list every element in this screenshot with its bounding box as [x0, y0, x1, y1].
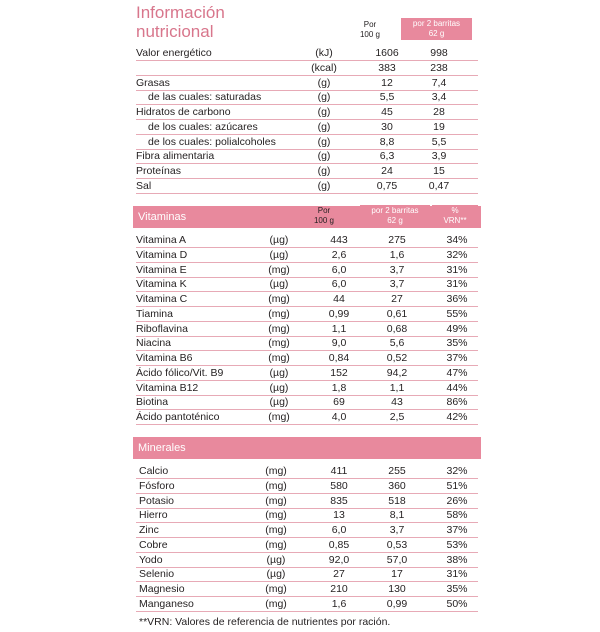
- col-header-text: VRN**: [443, 215, 467, 225]
- table-row: [136, 179, 478, 194]
- row-unit: (g): [317, 150, 331, 163]
- row-per100: 27: [333, 568, 345, 581]
- row-unit: (g): [317, 135, 331, 148]
- row-per100: 92,0: [328, 553, 350, 566]
- table-row: [136, 135, 478, 150]
- row-name: Ácido fólico/Vit. B9: [136, 366, 224, 379]
- row-portion: 1,6: [389, 248, 405, 261]
- row-unit: (mg): [265, 494, 287, 507]
- row-name: Hierro: [139, 509, 168, 522]
- row-per100: 0,75: [376, 179, 398, 192]
- table-row: [136, 248, 478, 263]
- table-row: [136, 277, 478, 292]
- row-portion: 15: [433, 165, 445, 177]
- row-portion: 518: [388, 494, 406, 507]
- row-unit: (mg): [268, 307, 290, 320]
- row-vrn: 38%: [446, 553, 468, 566]
- row-unit: (mg): [268, 263, 290, 276]
- vitamins-col-vrn: [432, 205, 478, 228]
- row-unit: (mg): [265, 509, 287, 522]
- row-name: Hidratos de carbono: [136, 106, 231, 118]
- row-name: Fibra alimentaria: [136, 150, 215, 163]
- row-portion: 0,68: [386, 322, 408, 335]
- row-portion: 8,1: [389, 509, 405, 522]
- row-per100: 6,3: [379, 150, 395, 163]
- table-row: [136, 395, 478, 410]
- table-row: [136, 90, 478, 105]
- row-vrn: 26%: [446, 494, 468, 507]
- row-vrn: 32%: [446, 248, 468, 261]
- col-header-text: Por: [317, 206, 331, 215]
- row-per100: 383: [378, 61, 396, 74]
- row-vrn: 50%: [446, 597, 468, 610]
- row-vrn: 55%: [446, 307, 468, 320]
- row-portion: 3,7: [389, 263, 405, 276]
- col-header-text: Por: [363, 20, 377, 29]
- col-header-text: 100 g: [359, 29, 381, 39]
- row-unit: (mg): [265, 538, 287, 551]
- row-name: de los cuales: azúcares: [148, 120, 258, 133]
- row-name: Vitamina B6: [136, 352, 193, 364]
- row-per100: 835: [330, 494, 348, 507]
- row-name: Vitamina E: [136, 263, 187, 276]
- row-name: Riboflavina: [136, 322, 188, 335]
- row-name: Fósforo: [139, 479, 175, 492]
- row-unit: (mg): [268, 337, 290, 350]
- row-per100: 2,6: [331, 248, 347, 261]
- row-vrn: 31%: [446, 568, 468, 581]
- row-vrn: 42%: [446, 411, 468, 423]
- row-per100: 580: [330, 479, 348, 492]
- row-portion: 19: [433, 120, 445, 133]
- row-portion: 238: [430, 61, 448, 74]
- row-name: Grasas: [136, 76, 170, 89]
- table-row: [136, 46, 478, 61]
- row-unit: (µg): [269, 248, 289, 261]
- table-row: [136, 567, 478, 582]
- row-unit: (g): [317, 76, 331, 89]
- row-vrn: 44%: [446, 381, 468, 394]
- row-name: Biotina: [136, 396, 169, 409]
- vitamins-col-portion: [360, 205, 430, 228]
- row-per100: 0,99: [328, 307, 350, 320]
- row-name: Potasio: [139, 494, 175, 507]
- row-name: Vitamina C: [136, 293, 188, 305]
- row-per100: 6,0: [331, 278, 347, 291]
- col-header-text: %: [451, 206, 459, 215]
- table-row: [136, 523, 478, 538]
- row-per100: 1,8: [331, 381, 347, 394]
- row-unit: (mg): [268, 322, 290, 335]
- vitamins-label: Vitaminas: [138, 211, 187, 223]
- row-portion: 0,61: [386, 307, 408, 320]
- row-unit: (µg): [269, 366, 289, 379]
- row-per100: 45: [381, 106, 393, 118]
- row-unit: (mg): [268, 411, 290, 423]
- row-name: Vitamina D: [136, 248, 188, 261]
- row-portion: 57,0: [386, 553, 408, 566]
- row-name: Selenio: [139, 568, 175, 581]
- row-portion: 28: [433, 106, 445, 118]
- row-per100: 152: [330, 366, 348, 379]
- table-row: [136, 76, 478, 91]
- row-unit: (mg): [265, 583, 287, 595]
- row-per100: 210: [330, 583, 348, 595]
- table-row: [136, 233, 478, 248]
- row-unit: (µg): [266, 568, 286, 581]
- row-portion: 1,1: [389, 381, 405, 394]
- row-portion: 27: [391, 293, 403, 305]
- table-row: [136, 307, 478, 322]
- table-row: [136, 351, 478, 366]
- vitamins-col-per100: [304, 206, 344, 225]
- row-unit: (mg): [268, 352, 290, 364]
- row-vrn: 31%: [446, 278, 468, 291]
- col-header-text: por 2 barritas: [371, 206, 419, 215]
- table-row: [136, 322, 478, 337]
- row-name: Zinc: [139, 524, 159, 536]
- row-unit: (kJ): [315, 47, 333, 59]
- row-name: Cobre: [139, 538, 168, 551]
- table-row: [136, 553, 478, 568]
- row-unit: (µg): [269, 396, 289, 409]
- row-portion: 998: [430, 47, 448, 59]
- row-per100: 1,6: [331, 597, 347, 610]
- row-name: Tiamina: [136, 307, 173, 320]
- row-name: Manganeso: [139, 597, 194, 610]
- row-per100: 6,0: [331, 263, 347, 276]
- row-vrn: 53%: [446, 538, 468, 551]
- row-unit: (g): [317, 165, 331, 177]
- table-row: [136, 381, 478, 396]
- row-portion: 43: [391, 396, 403, 409]
- row-name: Yodo: [139, 553, 163, 566]
- footnote: **VRN: Valores de referencia de nutrientes por ración.: [139, 616, 391, 628]
- row-unit: (µg): [269, 381, 289, 394]
- nutrition-col-portion: [401, 18, 472, 40]
- table-row: [136, 479, 478, 494]
- row-unit: (g): [317, 106, 331, 118]
- row-unit: (g): [317, 120, 331, 133]
- row-per100: 443: [330, 234, 348, 246]
- title-line-1: Información: [136, 3, 225, 22]
- table-row: [136, 410, 478, 425]
- row-per100: 5,5: [379, 91, 395, 104]
- row-vrn: 37%: [446, 352, 468, 364]
- row-vrn: 51%: [446, 479, 468, 492]
- table-row: [136, 105, 478, 120]
- row-vrn: 32%: [446, 465, 468, 477]
- table-row: [136, 164, 478, 179]
- row-vrn: 34%: [446, 234, 468, 246]
- table-row: [136, 538, 478, 553]
- row-portion: 3,7: [389, 524, 405, 536]
- row-vrn: 47%: [446, 366, 468, 379]
- row-vrn: 58%: [446, 509, 468, 522]
- table-row: [136, 597, 478, 612]
- row-name: de los cuales: polialcoholes: [148, 135, 276, 148]
- table-row: [136, 464, 478, 479]
- row-portion: 2,5: [389, 411, 405, 423]
- table-row: [136, 61, 478, 76]
- col-header-text: 100 g: [313, 215, 335, 225]
- table-row: [136, 494, 478, 509]
- row-portion: 5,6: [389, 337, 405, 350]
- row-portion: 0,53: [386, 538, 408, 551]
- row-portion: 0,52: [386, 352, 408, 364]
- row-name: Vitamina A: [136, 234, 187, 246]
- table-row: [136, 292, 478, 307]
- row-per100: 0,85: [328, 538, 350, 551]
- table-row: [136, 336, 478, 351]
- row-portion: 255: [388, 465, 406, 477]
- row-per100: 0,84: [328, 352, 350, 364]
- col-header-text: 62 g: [387, 215, 403, 225]
- row-vrn: 35%: [446, 583, 468, 595]
- col-header-text: por 2 barritas: [412, 19, 461, 28]
- row-portion: 94,2: [386, 366, 408, 379]
- row-vrn: 36%: [446, 293, 468, 305]
- row-unit: (g): [317, 179, 331, 192]
- row-portion: 5,5: [431, 135, 447, 148]
- row-unit: (mg): [265, 465, 287, 477]
- row-portion: 7,4: [431, 76, 447, 89]
- row-unit: (g): [317, 91, 331, 104]
- minerals-section-bar: [133, 437, 481, 459]
- row-portion: 17: [391, 568, 403, 581]
- row-per100: 411: [330, 465, 348, 477]
- table-row: [136, 582, 478, 597]
- table-row: [136, 366, 478, 381]
- row-portion: 3,4: [431, 91, 447, 104]
- row-per100: 4,0: [331, 411, 347, 423]
- row-name: de las cuales: saturadas: [148, 91, 262, 104]
- row-vrn: 86%: [446, 396, 468, 409]
- row-portion: 275: [388, 234, 406, 246]
- row-unit: (mg): [268, 293, 290, 305]
- row-unit: (µg): [266, 553, 286, 566]
- table-row: [136, 149, 478, 164]
- row-per100: 13: [333, 509, 345, 522]
- row-vrn: 35%: [446, 337, 468, 350]
- row-portion: 130: [388, 583, 406, 595]
- row-vrn: 49%: [446, 322, 468, 335]
- row-unit: (kcal): [311, 61, 337, 74]
- row-name: Calcio: [139, 465, 169, 477]
- table-row: [136, 120, 478, 135]
- row-vrn: 31%: [446, 263, 468, 276]
- row-unit: (mg): [265, 597, 287, 610]
- row-name: Valor energético: [136, 47, 212, 59]
- row-per100: 9,0: [331, 337, 347, 350]
- row-per100: 12: [381, 76, 393, 89]
- row-per100: 1606: [375, 47, 399, 59]
- table-row: [136, 263, 478, 278]
- row-per100: 24: [381, 165, 393, 177]
- row-unit: (mg): [265, 524, 287, 536]
- row-name: Niacina: [136, 337, 172, 350]
- row-per100: 30: [381, 120, 393, 133]
- row-portion: 3,7: [389, 278, 405, 291]
- row-vrn: 37%: [446, 524, 468, 536]
- row-per100: 1,1: [331, 322, 347, 335]
- row-per100: 44: [333, 293, 345, 305]
- row-portion: 3,9: [431, 150, 447, 163]
- row-per100: 6,0: [331, 524, 347, 536]
- row-portion: 360: [388, 479, 406, 492]
- row-name: Vitamina K: [136, 278, 187, 291]
- title-line-2: nutricional: [136, 22, 214, 41]
- table-row: [136, 508, 478, 523]
- row-unit: (mg): [265, 479, 287, 492]
- row-name: Vitamina B12: [136, 381, 199, 394]
- row-name: Proteínas: [136, 165, 181, 177]
- row-portion: 0,99: [386, 597, 408, 610]
- col-header-text: 62 g: [428, 28, 445, 38]
- row-per100: 69: [333, 396, 345, 409]
- row-name: Magnesio: [139, 583, 185, 595]
- row-unit: (µg): [269, 234, 289, 246]
- row-portion: 0,47: [428, 179, 450, 192]
- nutrition-col-per100: [352, 20, 388, 39]
- row-per100: 8,8: [379, 135, 395, 148]
- row-name: Sal: [136, 179, 152, 192]
- page-title: [136, 3, 225, 41]
- row-name: Ácido pantoténico: [136, 411, 220, 423]
- minerals-label: Minerales: [138, 442, 186, 454]
- row-unit: (µg): [269, 278, 289, 291]
